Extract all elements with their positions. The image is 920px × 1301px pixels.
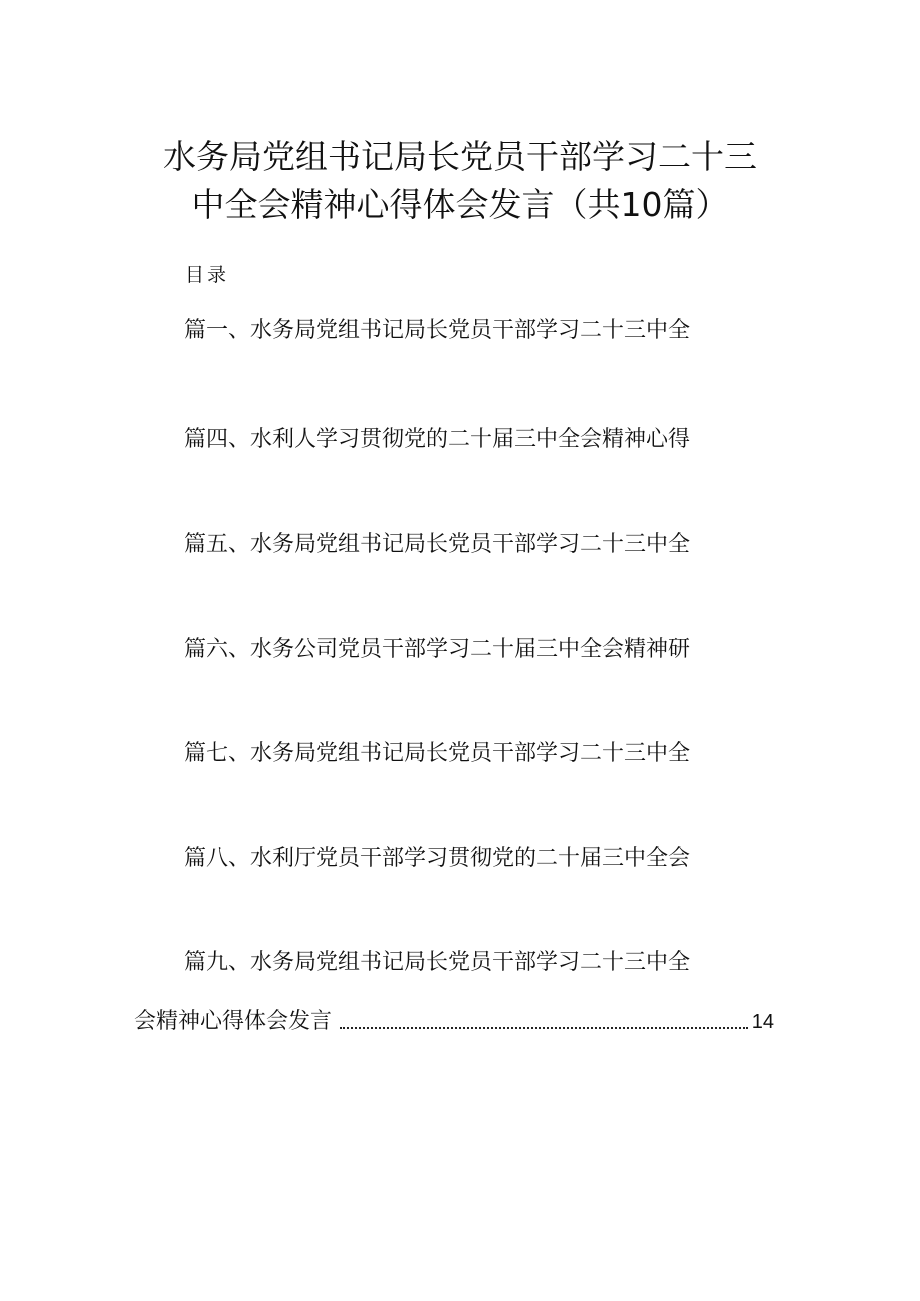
toc-entry[interactable]: 篇九、水务局党组书记局长党员干部学习二十三中全: [184, 950, 691, 975]
toc-entry[interactable]: 篇六、水务公司党员干部学习二十届三中全会精神研: [184, 637, 691, 662]
dot-leader: [340, 1027, 748, 1029]
toc-entry-continuation[interactable]: [134, 1007, 774, 1037]
toc-heading: 目录: [185, 264, 230, 286]
toc-page-number: 14: [751, 1011, 774, 1033]
document-title-line-1: 水务局党组书记局长党员干部学习二十三: [163, 137, 757, 176]
toc-entry[interactable]: 篇一、水务局党组书记局长党员干部学习二十三中全: [184, 318, 691, 343]
toc-entry[interactable]: 篇四、水利人学习贯彻党的二十届三中全会精神心得: [184, 427, 691, 452]
document-title-line-2: 中全会精神心得体会发言（共10篇）: [191, 185, 729, 224]
toc-entry[interactable]: 篇八、水利厅党员干部学习贯彻党的二十届三中全会: [184, 846, 691, 871]
toc-entry[interactable]: 篇五、水务局党组书记局长党员干部学习二十三中全: [184, 532, 691, 557]
toc-entry-continuation-text: 会精神心得体会发言: [134, 1009, 333, 1034]
toc-entry[interactable]: 篇七、水务局党组书记局长党员干部学习二十三中全: [184, 741, 691, 766]
